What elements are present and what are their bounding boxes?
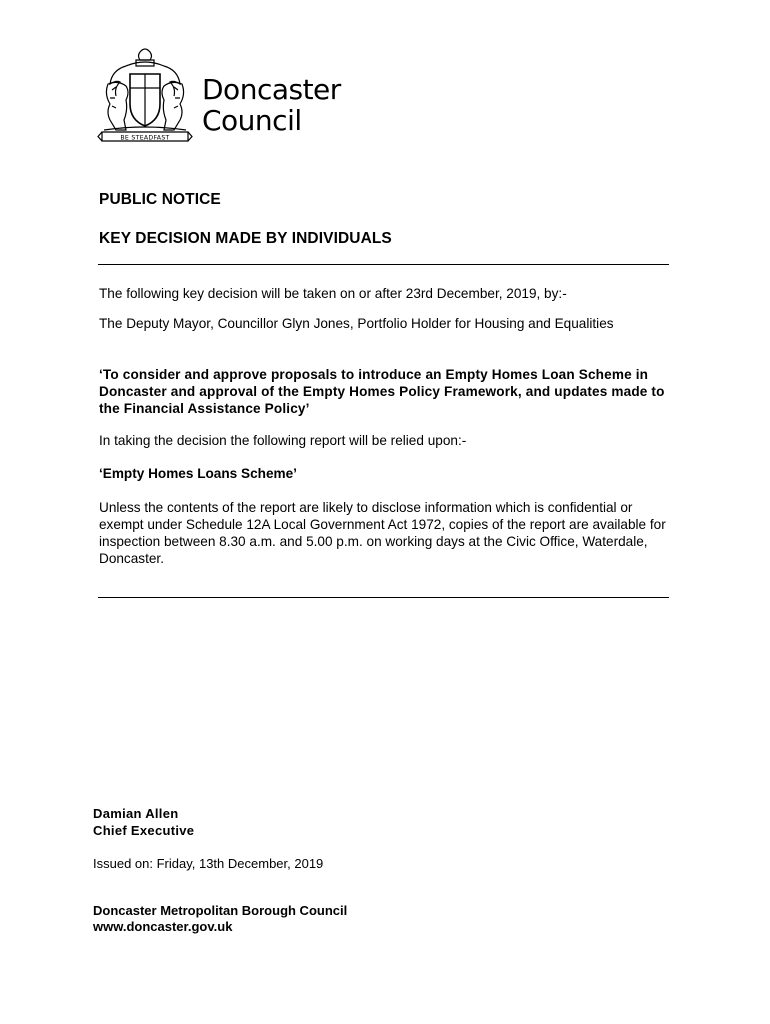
- wordmark-line-2: Council: [202, 104, 302, 137]
- top-divider: [98, 264, 669, 265]
- report-title: ‘Empty Homes Loans Scheme’: [99, 466, 297, 481]
- inspection-text: Unless the contents of the report are likely to disclose information which is confidential or exempt under Schedule 12A Local Government Act 1972, copies of the report are available for inspection between 8.30 a.m. and 5.00 p.m. on working days at the Civic Office, Waterdale, Doncaster.: [99, 500, 666, 566]
- decision-title: ‘To consider and approve proposals to introduce an Empty Homes Loan Scheme in Doncaster and approval of the Empty Homes Policy Framework, and updates made to the Financial Assistance Policy’: [99, 367, 665, 416]
- issued-date: Issued on: Friday, 13th December, 2019: [93, 856, 324, 871]
- council-logo: [96, 44, 356, 148]
- intro-text: The following key decision will be taken on or after 23rd December, 2019, by:-: [99, 286, 567, 301]
- organisation-name: Doncaster Metropolitan Borough Council: [93, 903, 348, 918]
- notice-title: PUBLIC NOTICE: [99, 191, 221, 208]
- website-link[interactable]: www.doncaster.gov.uk: [93, 919, 233, 934]
- wordmark-line-1: Doncaster: [202, 73, 341, 106]
- decision-maker-text: The Deputy Mayor, Councillor Glyn Jones, Portfolio Holder for Housing and Equalities: [99, 316, 614, 331]
- report-intro-text: In taking the decision the following report will be relied upon:-: [99, 433, 467, 448]
- bottom-divider: [98, 597, 669, 598]
- notice-subtitle: KEY DECISION MADE BY INDIVIDUALS: [99, 230, 392, 247]
- signatory-name: Damian Allen: [93, 806, 179, 821]
- motto-text: BE STEADFAST: [120, 134, 170, 142]
- signatory-role: Chief Executive: [93, 823, 195, 838]
- coat-of-arms-icon: [96, 44, 194, 148]
- council-wordmark: [202, 74, 341, 136]
